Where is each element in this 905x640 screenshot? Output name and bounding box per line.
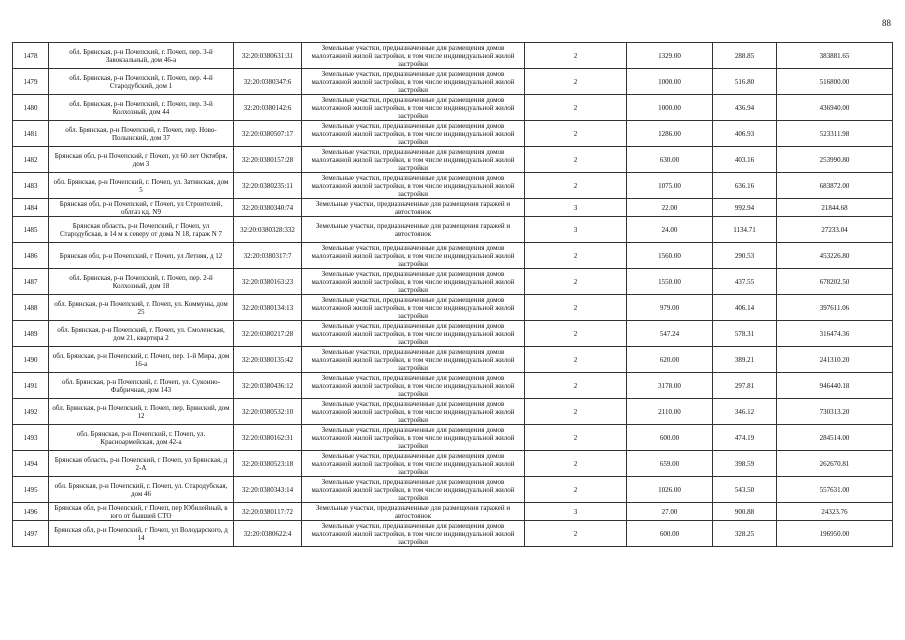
cadastral-number-cell: 32:20:0380134:13 — [234, 295, 302, 321]
cadastral-number-cell: 32:20:0380317:7 — [234, 243, 302, 269]
cadastral-number-cell: 32:20:0380347:6 — [234, 69, 302, 95]
group-cell: 2 — [525, 521, 627, 547]
table-row — [13, 269, 893, 295]
address-cell: обл. Брянская, р-н Почепский, г. Почеп, ул. Красноармейская, дом 42-а — [49, 425, 234, 451]
specific-value-cell: 346.12 — [713, 399, 777, 425]
row-number: 1490 — [13, 347, 49, 373]
land-use-cell: Земельные участки, предназначенные для размещения домов малоэтажной жилой застройки, в том числе индивидуальной жилой застройки — [302, 43, 525, 69]
cadastral-value-cell: 436940.00 — [777, 95, 893, 121]
row-number: 1481 — [13, 121, 49, 147]
group-cell: 2 — [525, 347, 627, 373]
area-cell: 24.00 — [627, 217, 713, 243]
row-number: 1485 — [13, 217, 49, 243]
page-number: 88 — [882, 18, 891, 28]
specific-value-cell: 328.25 — [713, 521, 777, 547]
area-cell: 1000.00 — [627, 69, 713, 95]
area-cell: 600.00 — [627, 425, 713, 451]
specific-value-cell: 297.81 — [713, 373, 777, 399]
address-cell: обл. Брянская, р-н Почепский, г. Почеп, пер. 2-й Колхозный, дом 18 — [49, 269, 234, 295]
row-number: 1482 — [13, 147, 49, 173]
row-number: 1491 — [13, 373, 49, 399]
address-cell: Брянская обл, р-н Почепский, г Почеп, пер Юбилейный, в юго от бывшей СТО — [49, 503, 234, 521]
group-cell: 2 — [525, 121, 627, 147]
area-cell: 27.00 — [627, 503, 713, 521]
cadastral-value-cell: 21844.68 — [777, 199, 893, 217]
cadastral-value-cell: 196950.00 — [777, 521, 893, 547]
table-row — [13, 147, 893, 173]
land-use-cell: Земельные участки, предназначенные для размещения домов малоэтажной жилой застройки, в том числе индивидуальной жилой застройки — [302, 269, 525, 295]
land-use-cell: Земельные участки, предназначенные для размещения гаражей и автостоянок — [302, 503, 525, 521]
cadastral-value-cell: 241310.20 — [777, 347, 893, 373]
cadastral-number-cell: 32:20:0380157:28 — [234, 147, 302, 173]
specific-value-cell: 578.31 — [713, 321, 777, 347]
specific-value-cell: 406.14 — [713, 295, 777, 321]
specific-value-cell: 1134.71 — [713, 217, 777, 243]
land-use-cell: Земельные участки, предназначенные для размещения домов малоэтажной жилой застройки, в том числе индивидуальной жилой застройки — [302, 477, 525, 503]
cadastral-number-cell: 32:20:0380340:74 — [234, 199, 302, 217]
area-cell: 979.00 — [627, 295, 713, 321]
cadastral-value-cell: 516800.00 — [777, 69, 893, 95]
cadastral-number-cell: 32:20:0380532:10 — [234, 399, 302, 425]
address-cell: Брянская обл, р-н Почепский, г Почеп, ул 60 лет Октября, дом 3 — [49, 147, 234, 173]
cadastral-number-cell: 32:20:0380162:31 — [234, 425, 302, 451]
specific-value-cell: 636.16 — [713, 173, 777, 199]
specific-value-cell: 389.21 — [713, 347, 777, 373]
cadastral-number-cell: 32:20:0380217:28 — [234, 321, 302, 347]
group-cell: 2 — [525, 243, 627, 269]
cadastral-number-cell: 32:20:0380135:42 — [234, 347, 302, 373]
area-cell: 3178.00 — [627, 373, 713, 399]
row-number: 1495 — [13, 477, 49, 503]
group-cell: 2 — [525, 373, 627, 399]
address-cell: обл. Брянская, р-н Почепский, г. Почеп, пер. Брянский, дом 12 — [49, 399, 234, 425]
land-use-cell: Земельные участки, предназначенные для размещения домов малоэтажной жилой застройки, в том числе индивидуальной жилой застройки — [302, 521, 525, 547]
land-use-cell: Земельные участки, предназначенные для размещения домов малоэтажной жилой застройки, в том числе индивидуальной жилой застройки — [302, 69, 525, 95]
table-row — [13, 503, 893, 521]
group-cell: 2 — [525, 269, 627, 295]
land-use-cell: Земельные участки, предназначенные для размещения домов малоэтажной жилой застройки, в том числе индивидуальной жилой застройки — [302, 95, 525, 121]
row-number: 1489 — [13, 321, 49, 347]
table-row — [13, 95, 893, 121]
land-use-cell: Земельные участки, предназначенные для размещения домов малоэтажной жилой застройки, в том числе индивидуальной жилой застройки — [302, 321, 525, 347]
address-cell: обл. Брянская, р-н Почепский, г. Почеп, пер. 4-й Стародубский, дом 1 — [49, 69, 234, 95]
table-row — [13, 199, 893, 217]
cadastral-value-cell: 24323.76 — [777, 503, 893, 521]
area-cell: 620.00 — [627, 347, 713, 373]
address-cell: обл. Брянская, р-н Почепский, г. Почеп, пер. Ново-Полынский, дом 37 — [49, 121, 234, 147]
land-use-cell: Земельные участки, предназначенные для размещения домов малоэтажной жилой застройки, в том числе индивидуальной жилой застройки — [302, 451, 525, 477]
land-use-cell: Земельные участки, предназначенные для размещения домов малоэтажной жилой застройки, в том числе индивидуальной жилой застройки — [302, 173, 525, 199]
area-cell: 1560.00 — [627, 243, 713, 269]
land-use-cell: Земельные участки, предназначенные для размещения домов малоэтажной жилой застройки, в том числе индивидуальной жилой застройки — [302, 243, 525, 269]
group-cell: 2 — [525, 295, 627, 321]
row-number: 1496 — [13, 503, 49, 521]
area-cell: 600.00 — [627, 521, 713, 547]
land-use-cell: Земельные участки, предназначенные для размещения домов малоэтажной жилой застройки, в том числе индивидуальной жилой застройки — [302, 347, 525, 373]
area-cell: 1286.00 — [627, 121, 713, 147]
area-cell: 1550.00 — [627, 269, 713, 295]
land-use-cell: Земельные участки, предназначенные для размещения домов малоэтажной жилой застройки, в том числе индивидуальной жилой застройки — [302, 147, 525, 173]
row-number: 1487 — [13, 269, 49, 295]
land-use-cell: Земельные участки, предназначенные для размещения гаражей и автостоянок — [302, 217, 525, 243]
cadastral-value-cell: 284514.00 — [777, 425, 893, 451]
cadastral-value-cell: 730313.20 — [777, 399, 893, 425]
land-use-cell: Земельные участки, предназначенные для размещения домов малоэтажной жилой застройки, в том числе индивидуальной жилой застройки — [302, 121, 525, 147]
address-cell: Брянская обл, р-н Почепский, г Почеп, ул Летняя, д 12 — [49, 243, 234, 269]
row-number: 1488 — [13, 295, 49, 321]
table-row — [13, 69, 893, 95]
cadastral-number-cell: 32:20:0380163:23 — [234, 269, 302, 295]
row-number: 1480 — [13, 95, 49, 121]
address-cell: обл. Брянская, р-н Почепский, г. Почеп, ул. Коммуны, дом 25 — [49, 295, 234, 321]
cadastral-number-cell: 32:20:0380523:18 — [234, 451, 302, 477]
table-row — [13, 243, 893, 269]
address-cell: Брянская обл, р-н Почепский, г Почеп, ул Строителей, облгаз кд. N9 — [49, 199, 234, 217]
row-number: 1492 — [13, 399, 49, 425]
land-use-cell: Земельные участки, предназначенные для размещения домов малоэтажной жилой застройки, в том числе индивидуальной жилой застройки — [302, 373, 525, 399]
row-number: 1483 — [13, 173, 49, 199]
cadastral-value-cell: 557631.00 — [777, 477, 893, 503]
specific-value-cell: 406.93 — [713, 121, 777, 147]
area-cell: 630.00 — [627, 147, 713, 173]
row-number: 1479 — [13, 69, 49, 95]
address-cell: Брянская область, р-н Почепский, г Почеп, ул Брянская, д 2-А — [49, 451, 234, 477]
table-row — [13, 399, 893, 425]
group-cell: 3 — [525, 503, 627, 521]
table-row — [13, 373, 893, 399]
specific-value-cell: 403.16 — [713, 147, 777, 173]
group-cell: 2 — [525, 451, 627, 477]
group-cell: 2 — [525, 173, 627, 199]
specific-value-cell: 436.94 — [713, 95, 777, 121]
address-cell: обл. Брянская, р-н Почепский, г. Почеп, ул. Смоленская, дом 21, квартира 2 — [49, 321, 234, 347]
area-cell: 2110.00 — [627, 399, 713, 425]
table-row — [13, 43, 893, 69]
table-row — [13, 295, 893, 321]
land-use-cell: Земельные участки, предназначенные для размещения домов малоэтажной жилой застройки, в том числе индивидуальной жилой застройки — [302, 295, 525, 321]
area-cell: 1075.00 — [627, 173, 713, 199]
group-cell: 3 — [525, 217, 627, 243]
address-cell: обл. Брянская, р-н Почепский, г. Почеп, ул. Суконно-Фабричная, дом 143 — [49, 373, 234, 399]
area-cell: 22.00 — [627, 199, 713, 217]
specific-value-cell: 474.19 — [713, 425, 777, 451]
cadastral-number-cell: 32:20:0380507:17 — [234, 121, 302, 147]
cadastral-value-cell: 262670.81 — [777, 451, 893, 477]
specific-value-cell: 437.55 — [713, 269, 777, 295]
table-row — [13, 121, 893, 147]
address-cell: Брянская область, р-н Почепский, г Почеп, ул Стародубская, в 14 м к северу от дома N 18, гараж N 7 — [49, 217, 234, 243]
table-row — [13, 347, 893, 373]
group-cell: 2 — [525, 425, 627, 451]
group-cell: 2 — [525, 69, 627, 95]
land-use-cell: Земельные участки, предназначенные для размещения гаражей и автостоянок — [302, 199, 525, 217]
row-number: 1494 — [13, 451, 49, 477]
specific-value-cell: 290.53 — [713, 243, 777, 269]
row-number: 1484 — [13, 199, 49, 217]
cadastral-number-cell: 32:20:0380328:332 — [234, 217, 302, 243]
area-cell: 1329.00 — [627, 43, 713, 69]
area-cell: 1026.00 — [627, 477, 713, 503]
address-cell: обл. Брянская, р-н Почепский, г. Почеп, ул. Стародубская, дом 46 — [49, 477, 234, 503]
specific-value-cell: 900.88 — [713, 503, 777, 521]
group-cell: 2 — [525, 147, 627, 173]
area-cell: 659.00 — [627, 451, 713, 477]
group-cell: 2 — [525, 477, 627, 503]
group-cell: 2 — [525, 399, 627, 425]
table-row — [13, 321, 893, 347]
cadastral-value-cell: 27233.04 — [777, 217, 893, 243]
cadastral-number-cell: 32:20:0380142:6 — [234, 95, 302, 121]
cadastral-value-cell: 683872.00 — [777, 173, 893, 199]
specific-value-cell: 543.50 — [713, 477, 777, 503]
address-cell: обл. Брянская, р-н Почепский, г. Почеп, пер. 3-й Завокзальный, дом 46-а — [49, 43, 234, 69]
address-cell: обл. Брянская, р-н Почепский, г. Почеп, пер. 3-й Колхозный, дом 44 — [49, 95, 234, 121]
specific-value-cell: 398.59 — [713, 451, 777, 477]
group-cell: 3 — [525, 199, 627, 217]
address-cell: Брянская обл, р-н Почепский, г Почеп, ул Володарского, д 14 — [49, 521, 234, 547]
cadastral-number-cell: 32:20:0380117:72 — [234, 503, 302, 521]
table-row — [13, 425, 893, 451]
cadastral-value-cell: 383881.65 — [777, 43, 893, 69]
specific-value-cell: 992.94 — [713, 199, 777, 217]
table-row — [13, 173, 893, 199]
land-plots-table — [12, 42, 893, 547]
cadastral-number-cell: 32:20:0380436:12 — [234, 373, 302, 399]
cadastral-number-cell: 32:20:0380235:11 — [234, 173, 302, 199]
specific-value-cell: 288.85 — [713, 43, 777, 69]
address-cell: обл. Брянская, р-н Почепский, г. Почеп, пер. 1-й Мира, дом 16-а — [49, 347, 234, 373]
cadastral-value-cell: 316474.36 — [777, 321, 893, 347]
cadastral-value-cell: 523311.98 — [777, 121, 893, 147]
cadastral-value-cell: 253990.80 — [777, 147, 893, 173]
cadastral-number-cell: 32:20:0380622:4 — [234, 521, 302, 547]
table-row — [13, 451, 893, 477]
row-number: 1478 — [13, 43, 49, 69]
area-cell: 1000.00 — [627, 95, 713, 121]
table-row — [13, 217, 893, 243]
cadastral-value-cell: 397611.06 — [777, 295, 893, 321]
address-cell: обл. Брянская, р-н Почепский, г. Почеп, ул. Затинская, дом 5 — [49, 173, 234, 199]
table-row — [13, 521, 893, 547]
row-number: 1497 — [13, 521, 49, 547]
table-row — [13, 477, 893, 503]
group-cell: 2 — [525, 321, 627, 347]
cadastral-value-cell: 453226.80 — [777, 243, 893, 269]
group-cell: 2 — [525, 95, 627, 121]
row-number: 1486 — [13, 243, 49, 269]
cadastral-value-cell: 946440.18 — [777, 373, 893, 399]
land-use-cell: Земельные участки, предназначенные для размещения домов малоэтажной жилой застройки, в том числе индивидуальной жилой застройки — [302, 399, 525, 425]
area-cell: 547.24 — [627, 321, 713, 347]
row-number: 1493 — [13, 425, 49, 451]
cadastral-number-cell: 32:20:0380631:31 — [234, 43, 302, 69]
land-use-cell: Земельные участки, предназначенные для размещения домов малоэтажной жилой застройки, в том числе индивидуальной жилой застройки — [302, 425, 525, 451]
cadastral-value-cell: 678202.50 — [777, 269, 893, 295]
cadastral-number-cell: 32:20:0380343:14 — [234, 477, 302, 503]
group-cell: 2 — [525, 43, 627, 69]
specific-value-cell: 516.80 — [713, 69, 777, 95]
